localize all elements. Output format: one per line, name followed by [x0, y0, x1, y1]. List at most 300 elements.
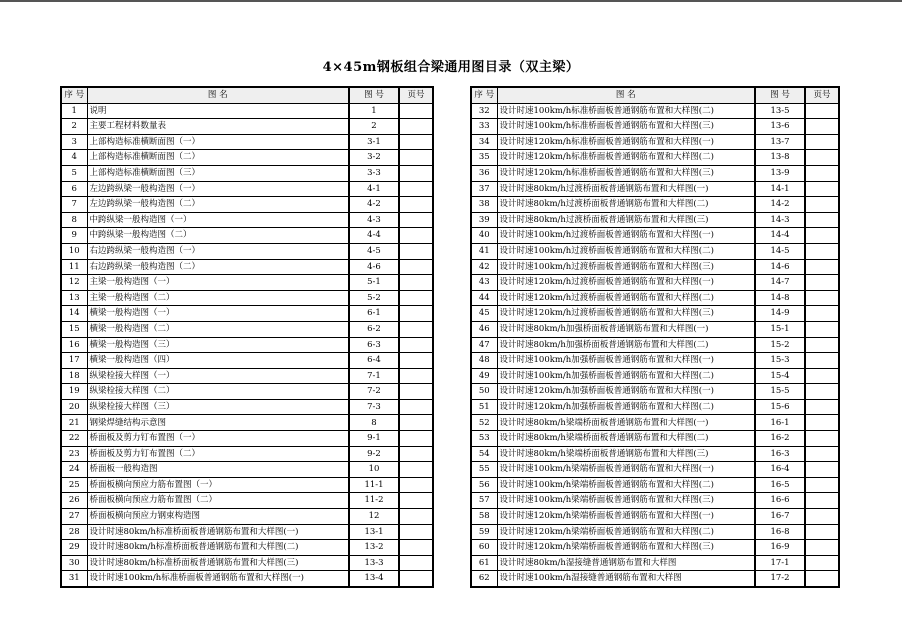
drawing-name: 设计时速120km/h标准桥面板普通钢筋布置和大样图(二) — [497, 150, 755, 166]
drawing-name: 右边跨纵梁一般构造图（二） — [87, 259, 349, 275]
drawing-name: 设计时速80km/h加强桥面板普通钢筋布置和大样图(二) — [497, 337, 755, 353]
drawing-name: 设计时速120km/h过渡桥面板普通钢筋布置和大样图(三) — [497, 306, 755, 322]
row-number: 2 — [61, 119, 87, 135]
table-row — [61, 259, 433, 275]
table-row — [471, 165, 839, 181]
drawing-number: 6-4 — [349, 353, 399, 369]
header-drawing-number: 图 号 — [755, 87, 805, 103]
table-row — [471, 384, 839, 400]
page-number-cell — [805, 368, 839, 384]
drawing-number: 4-5 — [349, 243, 399, 259]
drawing-number: 3-2 — [349, 150, 399, 166]
row-number: 41 — [471, 243, 497, 259]
table-row — [61, 368, 433, 384]
page-number-cell — [805, 119, 839, 135]
page-number-cell — [399, 431, 433, 447]
page-number-cell — [399, 119, 433, 135]
drawing-name: 设计时速120km/h过渡桥面板普通钢筋布置和大样图(一) — [497, 275, 755, 291]
table-row — [471, 540, 839, 556]
table-row — [471, 337, 839, 353]
page-number-cell — [805, 150, 839, 166]
drawing-number: 13-8 — [755, 150, 805, 166]
table-row — [471, 103, 839, 119]
table-row — [61, 103, 433, 119]
page-number-cell — [805, 446, 839, 462]
drawing-name: 左边跨纵梁一般构造图（二） — [87, 197, 349, 213]
drawing-number: 14-3 — [755, 212, 805, 228]
drawing-name: 横梁一般构造图（三） — [87, 337, 349, 353]
table-row — [61, 462, 433, 478]
header-drawing-number: 图 号 — [349, 87, 399, 103]
row-number: 60 — [471, 540, 497, 556]
drawing-number: 5-2 — [349, 290, 399, 306]
table-row — [471, 462, 839, 478]
row-number: 24 — [61, 462, 87, 478]
page-number-cell — [805, 555, 839, 571]
row-number: 36 — [471, 165, 497, 181]
row-number: 1 — [61, 103, 87, 119]
table-row — [471, 228, 839, 244]
page-number-cell — [399, 321, 433, 337]
row-number: 61 — [471, 555, 497, 571]
drawing-name: 设计时速80km/h标准桥面板普通钢筋布置和大样图(一) — [87, 524, 349, 540]
row-number: 43 — [471, 275, 497, 291]
drawing-name: 主梁一般构造图（一） — [87, 275, 349, 291]
page-number-cell — [399, 477, 433, 493]
drawing-number: 5-1 — [349, 275, 399, 291]
row-number: 19 — [61, 384, 87, 400]
page-number-cell — [399, 259, 433, 275]
row-number: 8 — [61, 212, 87, 228]
row-number: 51 — [471, 399, 497, 415]
drawing-name: 设计时速100km/h加强桥面板普通钢筋布置和大样图(二) — [497, 368, 755, 384]
drawing-number: 13-4 — [349, 571, 399, 587]
table-row — [471, 134, 839, 150]
table-row — [61, 306, 433, 322]
drawing-name: 中跨纵梁一般构造图（一） — [87, 212, 349, 228]
drawing-number: 3-1 — [349, 134, 399, 150]
drawing-name: 设计时速100km/h标准桥面板普通钢筋布置和大样图(三) — [497, 119, 755, 135]
page-number-cell — [399, 103, 433, 119]
drawing-number: 12 — [349, 509, 399, 525]
page-number-cell — [399, 228, 433, 244]
drawing-number: 15-6 — [755, 399, 805, 415]
table-row — [61, 431, 433, 447]
page-number-cell — [805, 571, 839, 587]
table-row — [61, 477, 433, 493]
index-table-right — [470, 86, 840, 588]
table-row — [61, 228, 433, 244]
drawing-number: 4-1 — [349, 181, 399, 197]
table-row — [471, 353, 839, 369]
table-row — [61, 509, 433, 525]
drawing-number: 16-6 — [755, 493, 805, 509]
page-number-cell — [805, 103, 839, 119]
table-row — [471, 212, 839, 228]
table-header-row — [61, 87, 433, 103]
table-row — [61, 119, 433, 135]
row-number: 29 — [61, 540, 87, 556]
row-number: 14 — [61, 306, 87, 322]
drawing-name: 设计时速120km/h加强桥面板普通钢筋布置和大样图(二) — [497, 399, 755, 415]
drawing-number: 9-2 — [349, 446, 399, 462]
page-number-cell — [805, 462, 839, 478]
row-number: 53 — [471, 431, 497, 447]
row-number: 15 — [61, 321, 87, 337]
page-number-cell — [805, 306, 839, 322]
drawing-name: 上部构造标准横断面图（三） — [87, 165, 349, 181]
page-number-cell — [805, 477, 839, 493]
row-number: 5 — [61, 165, 87, 181]
drawing-number: 13-3 — [349, 555, 399, 571]
top-border-line — [0, 0, 902, 2]
drawing-number: 14-1 — [755, 181, 805, 197]
page-number-cell — [805, 165, 839, 181]
page-number-cell — [805, 275, 839, 291]
page-number-cell — [399, 446, 433, 462]
drawing-name: 设计时速80km/h标准桥面板普通钢筋布置和大样图(二) — [87, 540, 349, 556]
drawing-name: 设计时速120km/h梁端桥面板普通钢筋布置和大样图(三) — [497, 540, 755, 556]
page-number-cell — [399, 462, 433, 478]
drawing-number: 11-2 — [349, 493, 399, 509]
drawing-number: 4-2 — [349, 197, 399, 213]
drawing-name: 中跨纵梁一般构造图（二） — [87, 228, 349, 244]
index-table-left — [60, 86, 434, 588]
page-number-cell — [399, 150, 433, 166]
drawing-number: 16-3 — [755, 446, 805, 462]
row-number: 37 — [471, 181, 497, 197]
table-row — [61, 446, 433, 462]
row-number: 9 — [61, 228, 87, 244]
row-number: 35 — [471, 150, 497, 166]
drawing-name: 桥面板及剪力钉布置图（一） — [87, 431, 349, 447]
row-number: 33 — [471, 119, 497, 135]
drawing-number: 14-5 — [755, 243, 805, 259]
table-row — [61, 415, 433, 431]
row-number: 16 — [61, 337, 87, 353]
row-number: 46 — [471, 321, 497, 337]
row-number: 17 — [61, 353, 87, 369]
drawing-name: 桥面板及剪力钉布置图（二） — [87, 446, 349, 462]
drawing-name: 设计时速80km/h梁端桥面板普通钢筋布置和大样图(一) — [497, 415, 755, 431]
page-number-cell — [399, 399, 433, 415]
table-row — [471, 571, 839, 587]
row-number: 50 — [471, 384, 497, 400]
table-row — [61, 540, 433, 556]
drawing-number: 6-3 — [349, 337, 399, 353]
page-number-cell — [399, 493, 433, 509]
table-row — [61, 571, 433, 587]
row-number: 47 — [471, 337, 497, 353]
drawing-name: 桥面板横向预应力筋布置图（二） — [87, 493, 349, 509]
header-drawing-name: 图 名 — [497, 87, 755, 103]
drawing-name: 设计时速100km/h标准桥面板普通钢筋布置和大样图(二) — [497, 103, 755, 119]
table-row — [471, 290, 839, 306]
drawing-number: 15-4 — [755, 368, 805, 384]
page-number-cell — [805, 197, 839, 213]
table-row — [471, 275, 839, 291]
page-number-cell — [399, 243, 433, 259]
table-row — [471, 555, 839, 571]
table-row — [471, 259, 839, 275]
page-number-cell — [399, 181, 433, 197]
table-row — [471, 306, 839, 322]
row-number: 58 — [471, 509, 497, 525]
table-row — [61, 212, 433, 228]
row-number: 6 — [61, 181, 87, 197]
drawing-name: 上部构造标准横断面图（一） — [87, 134, 349, 150]
table-row — [61, 150, 433, 166]
drawing-name: 设计时速100km/h过渡桥面板普通钢筋布置和大样图(一) — [497, 228, 755, 244]
drawing-number: 4-4 — [349, 228, 399, 244]
row-number: 45 — [471, 306, 497, 322]
drawing-name: 设计时速120km/h标准桥面板普通钢筋布置和大样图(一) — [497, 134, 755, 150]
page-number-cell — [805, 509, 839, 525]
table-row — [61, 337, 433, 353]
page-number-cell — [805, 493, 839, 509]
row-number: 27 — [61, 509, 87, 525]
drawing-name: 设计时速120km/h标准桥面板普通钢筋布置和大样图(三) — [497, 165, 755, 181]
header-number: 序 号 — [471, 87, 497, 103]
drawing-number: 14-8 — [755, 290, 805, 306]
page-number-cell — [805, 212, 839, 228]
drawing-number: 16-8 — [755, 524, 805, 540]
drawing-number: 8 — [349, 415, 399, 431]
drawing-name: 设计时速100km/h湿接缝普通钢筋布置和大样图 — [497, 571, 755, 587]
table-row — [61, 243, 433, 259]
table-row — [471, 509, 839, 525]
page-number-cell — [399, 524, 433, 540]
page-number-cell — [805, 290, 839, 306]
row-number: 34 — [471, 134, 497, 150]
table-row — [61, 165, 433, 181]
drawing-number: 3-3 — [349, 165, 399, 181]
row-number: 52 — [471, 415, 497, 431]
table-row — [471, 415, 839, 431]
table-row — [471, 119, 839, 135]
header-drawing-name: 图 名 — [87, 87, 349, 103]
row-number: 54 — [471, 446, 497, 462]
page-number-cell — [399, 134, 433, 150]
table-row — [471, 446, 839, 462]
table-row — [61, 134, 433, 150]
table-row — [471, 524, 839, 540]
header-number: 序 号 — [61, 87, 87, 103]
page-number-cell — [805, 415, 839, 431]
row-number: 40 — [471, 228, 497, 244]
table-row — [61, 275, 433, 291]
drawing-name: 左边跨纵梁一般构造图（一） — [87, 181, 349, 197]
drawing-name: 上部构造标准横断面图（二） — [87, 150, 349, 166]
drawing-name: 钢梁焊缝结构示意图 — [87, 415, 349, 431]
table-row — [471, 368, 839, 384]
drawing-number: 16-5 — [755, 477, 805, 493]
drawing-name: 桥面板一般构造图 — [87, 462, 349, 478]
drawing-name: 设计时速80km/h湿接缝普通钢筋布置和大样图 — [497, 555, 755, 571]
table-row — [61, 493, 433, 509]
drawing-number: 13-6 — [755, 119, 805, 135]
drawing-number: 6-1 — [349, 306, 399, 322]
row-number: 44 — [471, 290, 497, 306]
page-number-cell — [805, 524, 839, 540]
drawing-number: 1 — [349, 103, 399, 119]
drawing-number: 15-5 — [755, 384, 805, 400]
drawing-number: 14-6 — [755, 259, 805, 275]
row-number: 23 — [61, 446, 87, 462]
row-number: 38 — [471, 197, 497, 213]
drawing-name: 右边跨纵梁一般构造图（一） — [87, 243, 349, 259]
table-row — [471, 150, 839, 166]
drawing-name: 设计时速80km/h过渡桥面板普通钢筋布置和大样图(一) — [497, 181, 755, 197]
page-number-cell — [805, 431, 839, 447]
drawing-number: 7-3 — [349, 399, 399, 415]
header-page-number: 页号 — [805, 87, 839, 103]
table-row — [471, 243, 839, 259]
drawing-number: 11-1 — [349, 477, 399, 493]
drawing-number: 16-4 — [755, 462, 805, 478]
drawing-name: 设计时速80km/h梁端桥面板普通钢筋布置和大样图(三) — [497, 446, 755, 462]
row-number: 28 — [61, 524, 87, 540]
table-row — [471, 493, 839, 509]
drawing-name: 主要工程材料数量表 — [87, 119, 349, 135]
table-header-row — [471, 87, 839, 103]
table-row — [61, 290, 433, 306]
drawing-number: 13-1 — [349, 524, 399, 540]
page-number-cell — [399, 165, 433, 181]
row-number: 57 — [471, 493, 497, 509]
drawing-number: 9-1 — [349, 431, 399, 447]
drawing-name: 设计时速80km/h加强桥面板普通钢筋布置和大样图(一) — [497, 321, 755, 337]
page-number-cell — [805, 321, 839, 337]
drawing-number: 4-3 — [349, 212, 399, 228]
drawing-number: 15-3 — [755, 353, 805, 369]
row-number: 49 — [471, 368, 497, 384]
page-number-cell — [805, 384, 839, 400]
page-number-cell — [399, 306, 433, 322]
row-number: 11 — [61, 259, 87, 275]
page-number-cell — [805, 353, 839, 369]
drawing-number: 17-2 — [755, 571, 805, 587]
drawing-name: 设计时速80km/h过渡桥面板普通钢筋布置和大样图(二) — [497, 197, 755, 213]
row-number: 48 — [471, 353, 497, 369]
table-row — [61, 524, 433, 540]
drawing-name: 设计时速120km/h加强桥面板普通钢筋布置和大样图(一) — [497, 384, 755, 400]
page-number-cell — [805, 540, 839, 556]
table-row — [61, 197, 433, 213]
drawing-number: 15-2 — [755, 337, 805, 353]
page-number-cell — [805, 228, 839, 244]
drawing-name: 横梁一般构造图（四） — [87, 353, 349, 369]
table-row — [61, 321, 433, 337]
page-number-cell — [805, 134, 839, 150]
page-number-cell — [805, 399, 839, 415]
row-number: 22 — [61, 431, 87, 447]
row-number: 4 — [61, 150, 87, 166]
page-number-cell — [805, 259, 839, 275]
table-row — [471, 181, 839, 197]
page-number-cell — [399, 555, 433, 571]
page-title: 4×45m钢板组合梁通用图目录（双主梁） — [322, 60, 580, 75]
drawing-number: 14-4 — [755, 228, 805, 244]
drawing-name: 纵梁栓接大样图（三） — [87, 399, 349, 415]
row-number: 25 — [61, 477, 87, 493]
drawing-number: 16-1 — [755, 415, 805, 431]
row-number: 13 — [61, 290, 87, 306]
row-number: 30 — [61, 555, 87, 571]
table-row — [471, 197, 839, 213]
header-page-number: 页号 — [399, 87, 433, 103]
row-number: 56 — [471, 477, 497, 493]
drawing-number: 14-7 — [755, 275, 805, 291]
drawing-name: 设计时速100km/h过渡桥面板普通钢筋布置和大样图(三) — [497, 259, 755, 275]
row-number: 7 — [61, 197, 87, 213]
drawing-name: 设计时速100km/h梁端桥面板普通钢筋布置和大样图(三) — [497, 493, 755, 509]
drawing-name: 设计时速80km/h过渡桥面板普通钢筋布置和大样图(三) — [497, 212, 755, 228]
drawing-name: 横梁一般构造图（二） — [87, 321, 349, 337]
row-number: 18 — [61, 368, 87, 384]
drawing-number: 16-9 — [755, 540, 805, 556]
table-row — [471, 399, 839, 415]
row-number: 10 — [61, 243, 87, 259]
drawing-number: 15-1 — [755, 321, 805, 337]
page-number-cell — [805, 243, 839, 259]
drawing-name: 主梁一般构造图（二） — [87, 290, 349, 306]
drawing-number: 7-1 — [349, 368, 399, 384]
drawing-name: 说明 — [87, 103, 349, 119]
table-row — [61, 399, 433, 415]
row-number: 32 — [471, 103, 497, 119]
drawing-number: 14-2 — [755, 197, 805, 213]
drawing-name: 纵梁栓接大样图（一） — [87, 368, 349, 384]
drawing-name: 设计时速120km/h梁端桥面板普通钢筋布置和大样图(一) — [497, 509, 755, 525]
drawing-name: 设计时速100km/h梁端桥面板普通钢筋布置和大样图(二) — [497, 477, 755, 493]
table-row — [471, 321, 839, 337]
table-row — [61, 181, 433, 197]
drawing-number: 16-2 — [755, 431, 805, 447]
table-row — [61, 384, 433, 400]
table-row — [471, 477, 839, 493]
row-number: 21 — [61, 415, 87, 431]
row-number: 3 — [61, 134, 87, 150]
drawing-name: 设计时速100km/h梁端桥面板普通钢筋布置和大样图(一) — [497, 462, 755, 478]
row-number: 55 — [471, 462, 497, 478]
drawing-name: 纵梁栓接大样图（二） — [87, 384, 349, 400]
drawing-name: 设计时速100km/h标准桥面板普通钢筋布置和大样图(一) — [87, 571, 349, 587]
drawing-number: 17-1 — [755, 555, 805, 571]
drawing-number: 2 — [349, 119, 399, 135]
drawing-number: 7-2 — [349, 384, 399, 400]
drawing-name: 设计时速120km/h梁端桥面板普通钢筋布置和大样图(二) — [497, 524, 755, 540]
page-number-cell — [399, 509, 433, 525]
table-row — [61, 555, 433, 571]
drawing-number: 4-6 — [349, 259, 399, 275]
drawing-name: 横梁一般构造图（一） — [87, 306, 349, 322]
row-number: 26 — [61, 493, 87, 509]
page-number-cell — [399, 368, 433, 384]
row-number: 31 — [61, 571, 87, 587]
drawing-name: 设计时速100km/h过渡桥面板普通钢筋布置和大样图(二) — [497, 243, 755, 259]
page-number-cell — [399, 275, 433, 291]
drawing-number: 13-9 — [755, 165, 805, 181]
row-number: 59 — [471, 524, 497, 540]
drawing-name: 设计时速120km/h过渡桥面板普通钢筋布置和大样图(二) — [497, 290, 755, 306]
drawing-number: 13-7 — [755, 134, 805, 150]
page-number-cell — [399, 384, 433, 400]
drawing-number: 6-2 — [349, 321, 399, 337]
drawing-name: 设计时速80km/h标准桥面板普通钢筋布置和大样图(三) — [87, 555, 349, 571]
drawing-number: 13-2 — [349, 540, 399, 556]
drawing-name: 设计时速100km/h加强桥面板普通钢筋布置和大样图(一) — [497, 353, 755, 369]
